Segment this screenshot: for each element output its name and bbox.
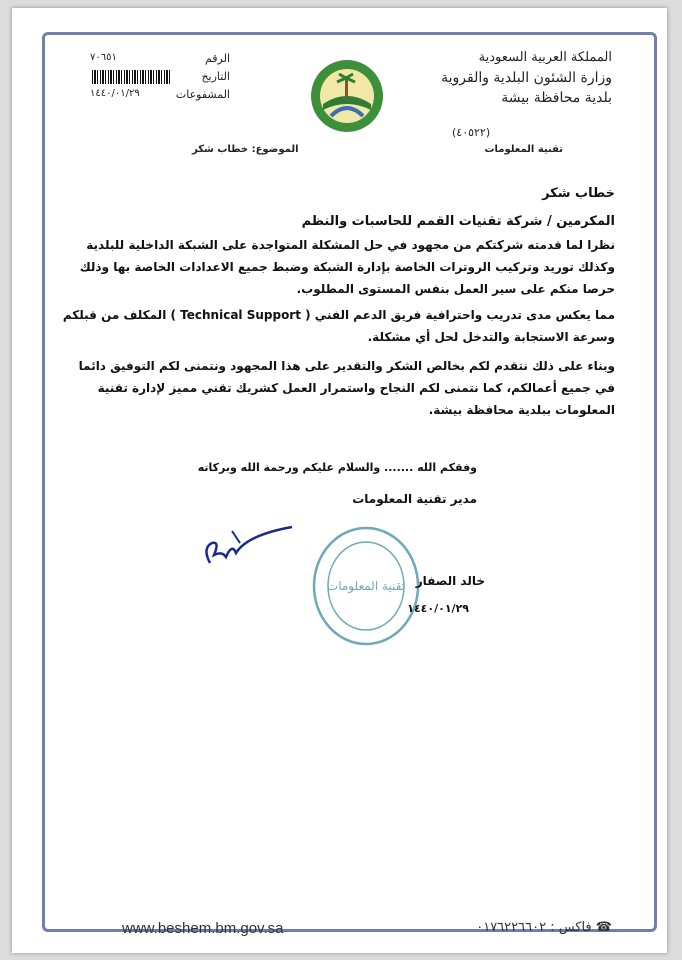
number-value: ٧٠٦٥١ [90,52,117,63]
fax-icon: ☎ [595,920,612,935]
municipality-logo [309,58,385,134]
footer-fax [476,920,612,935]
paragraph-2: مما يعكس مدى تدريب واحترافية فريق الدعم الفني ( Technical Support ) المكلف من قبلكم وسرعة الاستجابة والتدخل لحل أي مشكلة. [62,308,615,344]
letterhead [441,48,612,108]
municipality-name: بلدية محافظة بيشة [501,90,612,106]
subject-line: الموضوع: خطاب شكر [192,144,299,155]
paragraph-3: وبناء على ذلك نتقدم لكم بخالص الشكر والتقدير على هذا المجهود ونتمنى لكم التوفيق دائما في جميع أعمالكم، كما نتمنى لكم النجاح واستمرار العمل كشريك تقني مميز لإدارة تقنية المعلومات ببلدية محافظة بيشة. [78,359,615,417]
signatory-date: ١٤٤٠/٠١/٢٩ [407,602,469,615]
salutation: المكرمين / شركة تقنيات القمم للحاسبات والنظم [301,214,615,229]
fax-number: فاكس : ٠١٧٦٢٢٦٦٠٢ [476,920,592,935]
department-name: تقنية المعلومات [484,144,563,155]
reference-code: (٤٠٥٢٢) [452,126,491,139]
date-value: ١٤٤٠/٠١/٢٩ [90,88,140,99]
document-sheet [12,8,667,953]
closing-line: وفقكم الله ....... والسلام عليكم ورحمة الله وبركاته [197,461,477,474]
letter-title: خطاب شكر [542,186,615,201]
number-label: الرقم [204,52,230,65]
ministry-name: وزارة الشئون البلدية والقروية [441,70,612,86]
paragraph-1: نظرا لما قدمته شركتكم من مجهود في حل المشكلة المتواجدة على الشبكة الداخلية للبلدية وكذلك توريد وتركيب الروترات الخاصة بإدارة الشبكة وضبط جميع الاعدادات الخاصة بها وذلك حرصا منكم على سير العمل بنفس المستوى المطلوب. [79,238,615,296]
department-stamp [304,518,424,648]
signatory-title: مدير تقنية المعلومات [352,492,477,506]
stamp-text: تقنية المعلومات [326,579,406,593]
page-frame [42,32,657,932]
attachments-label: المشفوعات [175,88,230,101]
letter-meta [80,52,230,106]
handwritten-signature [192,513,312,573]
footer-website: www.beshem.bm.gov.sa [122,920,284,937]
date-label: التاريخ [201,70,230,83]
signatory-name: خالد الصفار [415,574,485,588]
kingdom-name: المملكة العربية السعودية [478,50,612,65]
